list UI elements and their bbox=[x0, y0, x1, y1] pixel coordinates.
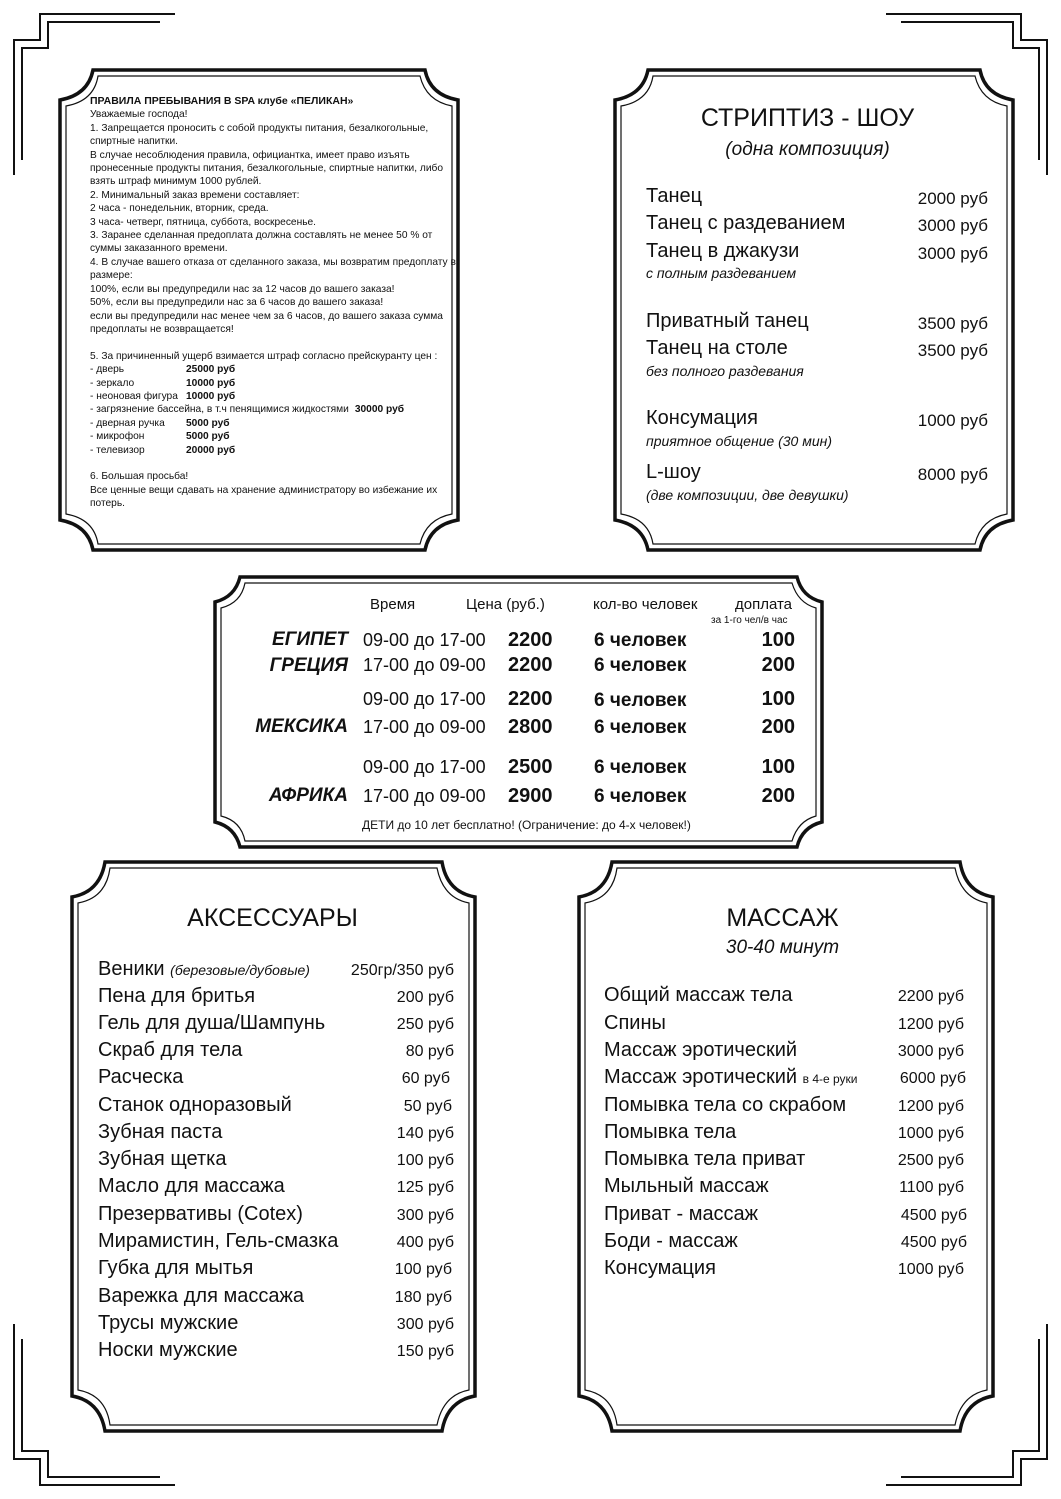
striptease-subtitle: (одна композиция) bbox=[725, 139, 890, 160]
row-price: 2500 bbox=[508, 756, 553, 778]
fine-row bbox=[90, 417, 450, 430]
massage-price: 4500 руб bbox=[900, 1207, 967, 1224]
row-people: 6 человек bbox=[594, 757, 687, 778]
massage-name: Консумация bbox=[604, 1257, 716, 1279]
request-line: потерь. bbox=[90, 498, 125, 510]
massage-title: МАССАЖ bbox=[726, 904, 839, 932]
accessory-name: Мирамистин, Гель-смазка bbox=[98, 1230, 339, 1252]
massage-price: 1200 руб bbox=[897, 1098, 964, 1115]
row-time: 17-00 до 09-00 bbox=[363, 655, 486, 675]
row-price: 2900 bbox=[508, 785, 553, 807]
header-extra-note: за 1-го чел/в час bbox=[711, 615, 788, 626]
fine-name: - зеркало bbox=[90, 377, 135, 389]
fine-name: - микрофон bbox=[90, 431, 145, 443]
accessory-name: Скраб для тела bbox=[98, 1039, 243, 1061]
row-extra: 100 bbox=[761, 688, 795, 710]
rules-line: Уважаемые господа! bbox=[90, 109, 188, 121]
fines-intro: 5. За причиненный ущерб взимается штраф согласно прейскуранту цен : bbox=[90, 350, 438, 362]
accessory-name: Гель для душа/Шампунь bbox=[98, 1012, 326, 1034]
fine-name: - загрязнение бассейна, в т.ч пенящимися жидкостями bbox=[90, 404, 349, 416]
sauna-name: ГРЕЦИЯ bbox=[269, 655, 348, 676]
show-item-note: (две композиции, две девушки) bbox=[646, 487, 849, 503]
accessory-name: Варежка для массажа bbox=[98, 1285, 304, 1307]
row-time: 09-00 до 17-00 bbox=[363, 757, 486, 777]
accessory-price: 60 руб bbox=[401, 1070, 450, 1087]
massage-name: Массаж эротический в 4-е руки bbox=[604, 1066, 858, 1088]
massage-suffix: в 4-е руки bbox=[802, 1072, 858, 1086]
show-item-price: 1000 руб bbox=[917, 411, 988, 430]
accessory-suffix: (березовые/дубовые) bbox=[170, 962, 310, 978]
massage-subtitle: 30-40 минут bbox=[725, 937, 840, 958]
rules-line: спиртные напитки. bbox=[90, 136, 178, 148]
rules-panel bbox=[90, 95, 456, 511]
massage-price: 2500 руб bbox=[897, 1152, 964, 1169]
accessory-name: Трусы мужские bbox=[98, 1312, 239, 1334]
row-extra: 100 bbox=[761, 756, 795, 778]
fine-row bbox=[90, 363, 450, 376]
fine-price: 10000 руб bbox=[186, 377, 236, 389]
massage-name: Общий массаж тела bbox=[604, 984, 793, 1006]
fine-name: - неоновая фигура bbox=[90, 390, 178, 402]
show-item-price: 2000 руб bbox=[917, 189, 988, 208]
sauna-name: МЕКСИКА bbox=[255, 716, 348, 737]
massage-price: 4500 руб bbox=[900, 1234, 967, 1251]
accessory-name: Масло для массажа bbox=[98, 1175, 285, 1197]
massage-price: 3000 руб bbox=[897, 1043, 964, 1060]
rules-line: пронесенные продукты питания, безалкогольные, спиртные напитки, либо bbox=[90, 163, 444, 175]
fine-row bbox=[90, 444, 450, 457]
show-item-price: 3500 руб bbox=[917, 341, 988, 360]
accessory-price: 250гр/350 руб bbox=[350, 962, 454, 979]
row-people: 6 человек bbox=[594, 655, 687, 676]
massage-name: Помывка тела приват bbox=[604, 1148, 806, 1170]
accessory-price: 300 руб bbox=[396, 1207, 454, 1224]
show-item-name: Приватный танец bbox=[646, 310, 809, 332]
accessory-price: 140 руб bbox=[396, 1125, 454, 1142]
row-people: 6 человек bbox=[594, 717, 687, 738]
fine-price: 5000 руб bbox=[186, 417, 230, 429]
request-line: Все ценные вещи сдавать на хранение администратору во избежание их bbox=[90, 484, 438, 496]
fine-row bbox=[90, 377, 450, 390]
header-price: Цена (руб.) bbox=[466, 596, 545, 613]
massage-name: Массаж эротический bbox=[604, 1039, 798, 1061]
rules-line: 50%, если вы предупредили нас за 6 часов до вашего заказа! bbox=[90, 297, 384, 309]
rules-line: 3 часа- четверг, пятница, суббота, воскресенье. bbox=[90, 216, 317, 228]
header-extra: доплата bbox=[735, 596, 793, 613]
show-item-note: приятное общение (30 мин) bbox=[646, 433, 832, 449]
massage-price: 6000 руб bbox=[899, 1070, 966, 1087]
row-price: 2200 bbox=[508, 629, 553, 651]
row-price: 2200 bbox=[508, 654, 553, 676]
rules-line: взять штраф минимум 1000 рублей. bbox=[90, 176, 262, 188]
accessory-price: 150 руб bbox=[396, 1343, 454, 1360]
accessory-price: 100 руб bbox=[394, 1261, 452, 1278]
fine-row bbox=[90, 390, 450, 403]
row-time: 17-00 до 09-00 bbox=[363, 786, 486, 806]
massage-name: Мыльный массаж bbox=[604, 1175, 769, 1197]
show-item-note: с полным раздеванием bbox=[646, 265, 797, 281]
row-extra: 100 bbox=[761, 629, 795, 651]
show-item-name: Танец в джакузи bbox=[646, 240, 800, 262]
rules-line: 1. Запрещается проносить с собой продукты питания, безалкогольные, bbox=[90, 122, 429, 134]
rules-line: 3. Заранее сделанная предоплата должна составлять не менее 50 % от bbox=[90, 230, 433, 242]
fine-price: 20000 руб bbox=[186, 444, 236, 456]
row-people: 6 человек bbox=[594, 690, 687, 711]
rules-line: размере: bbox=[90, 270, 133, 282]
show-item-name: Танец на столе bbox=[646, 337, 788, 359]
accessory-name: Презервативы (Cotex) bbox=[98, 1203, 303, 1225]
show-item-name: Танец с раздеванием bbox=[646, 212, 846, 234]
fine-row bbox=[90, 403, 450, 416]
row-time: 09-00 до 17-00 bbox=[363, 689, 486, 709]
row-people: 6 человек bbox=[594, 786, 687, 807]
show-item-note: без полного раздевания bbox=[646, 363, 804, 379]
row-price: 2200 bbox=[508, 688, 553, 710]
accessory-price: 80 руб bbox=[405, 1043, 454, 1060]
fine-name: - дверная ручка bbox=[90, 417, 165, 429]
request-line: 6. Большая просьба! bbox=[90, 471, 189, 483]
rules-line: 100%, если вы предупредили нас за 12 часов до вашего заказа! bbox=[90, 283, 395, 295]
accessory-price: 100 руб bbox=[396, 1152, 454, 1169]
accessory-price: 300 руб bbox=[396, 1316, 454, 1333]
show-item-name: Танец bbox=[646, 185, 703, 207]
accessories-title: АКСЕССУАРЫ bbox=[187, 904, 358, 932]
rules-line: В случае несоблюдения правила, официантка, имеет право изъять bbox=[90, 149, 410, 161]
row-time: 09-00 до 17-00 bbox=[363, 630, 486, 650]
accessory-name: Зубная паста bbox=[98, 1121, 223, 1143]
accessory-price: 180 руб bbox=[394, 1289, 452, 1306]
accessory-name: Расческа bbox=[98, 1066, 184, 1088]
accessory-name: Губка для мытья bbox=[98, 1257, 254, 1279]
header-time: Время bbox=[370, 596, 416, 613]
massage-name: Помывка тела со скрабом bbox=[604, 1094, 847, 1116]
fine-name: - телевизор bbox=[90, 444, 145, 456]
children-note: ДЕТИ до 10 лет бесплатно! (Ограничение: до 4-х человек!) bbox=[362, 818, 691, 832]
rules-line: суммы заказанного времени. bbox=[90, 243, 228, 255]
massage-name: Боди - массаж bbox=[604, 1230, 738, 1252]
accessory-price: 400 руб bbox=[396, 1234, 454, 1251]
show-item-price: 8000 руб bbox=[917, 465, 988, 484]
accessory-price: 125 руб bbox=[396, 1179, 454, 1196]
massage-name: Помывка тела bbox=[604, 1121, 737, 1143]
accessory-price: 250 руб bbox=[396, 1016, 454, 1033]
accessory-name: Зубная щетка bbox=[98, 1148, 227, 1170]
row-extra: 200 bbox=[761, 654, 795, 676]
accessory-price: 200 руб bbox=[396, 989, 454, 1006]
row-time: 17-00 до 09-00 bbox=[363, 717, 486, 737]
row-people: 6 человек bbox=[594, 630, 687, 651]
massage-name: Приват - массаж bbox=[604, 1203, 759, 1225]
massage-price: 1200 руб bbox=[897, 1016, 964, 1033]
accessory-name: Веники (березовые/дубовые) bbox=[98, 958, 310, 980]
rules-line: 2. Минимальный заказ времени составляет: bbox=[90, 189, 300, 201]
fine-price: 5000 руб bbox=[186, 431, 230, 443]
sauna-name: ЕГИПЕТ bbox=[272, 629, 348, 650]
row-price: 2800 bbox=[508, 716, 553, 738]
rules-title: ПРАВИЛА ПРЕБЫВАНИЯ В SPA клубе «ПЕЛИКАН» bbox=[90, 95, 354, 107]
fine-price: 10000 руб bbox=[186, 390, 236, 402]
rules-line: 2 часа - понедельник, вторник, среда. bbox=[90, 203, 269, 215]
rules-line: если вы предупредили нас менее чем за 6 часов, до вашего заказа сумма bbox=[90, 310, 443, 322]
massage-price: 1100 руб bbox=[899, 1179, 964, 1196]
striptease-title: СТРИПТИЗ - ШОУ bbox=[700, 104, 915, 132]
show-item-name: Консумация bbox=[646, 407, 758, 429]
accessory-name: Носки мужские bbox=[98, 1339, 238, 1361]
fine-row bbox=[90, 430, 450, 443]
accessory-price: 50 руб bbox=[403, 1098, 452, 1115]
massage-price: 1000 руб bbox=[897, 1125, 964, 1142]
accessory-name: Пена для бритья bbox=[98, 985, 256, 1007]
fine-name: - дверь bbox=[90, 364, 125, 376]
rules-line: 4. В случае вашего отказа от сделанного заказа, мы возвратим предоплату в bbox=[90, 256, 456, 268]
row-extra: 200 bbox=[761, 716, 795, 738]
sauna-name: АФРИКА bbox=[268, 785, 348, 806]
fine-price: 25000 руб bbox=[186, 364, 236, 376]
massage-price: 2200 руб bbox=[897, 988, 964, 1005]
header-people: кол-во человек bbox=[593, 596, 698, 613]
row-extra: 200 bbox=[761, 785, 795, 807]
rules-line: предоплаты не возвращается! bbox=[90, 323, 234, 335]
massage-name: Спины bbox=[604, 1012, 666, 1034]
massage-price: 1000 руб bbox=[897, 1261, 964, 1278]
accessory-name: Станок одноразовый bbox=[98, 1094, 292, 1116]
show-item-price: 3500 руб bbox=[917, 314, 988, 333]
show-item-price: 3000 руб bbox=[917, 216, 988, 235]
show-item-price: 3000 руб bbox=[917, 244, 988, 263]
show-item-name: L-шоу bbox=[646, 461, 701, 483]
fine-price: 30000 руб bbox=[354, 404, 405, 416]
